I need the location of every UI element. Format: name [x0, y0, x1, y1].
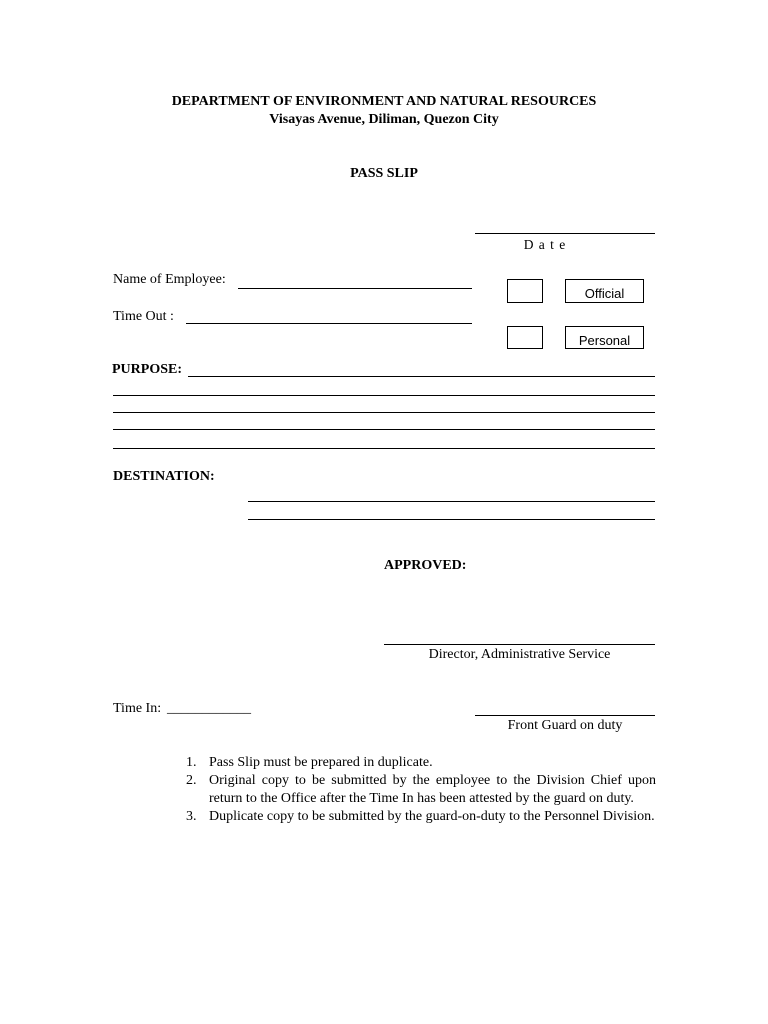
approved-label: APPROVED: — [384, 558, 467, 573]
instruction-text: Pass Slip must be prepared in duplicate. — [209, 755, 433, 770]
employee-name-field[interactable] — [238, 288, 472, 289]
instruction-item — [186, 754, 656, 772]
organization-name: DEPARTMENT OF ENVIRONMENT AND NATURAL RESOURCES — [171, 94, 597, 109]
director-label: Director, Administrative Service — [428, 647, 611, 662]
official-checkbox[interactable] — [507, 279, 543, 303]
instruction-number: 3. — [186, 809, 197, 824]
instruction-text: Duplicate copy to be submitted by the guard-on-duty to the Personnel Division. — [209, 809, 655, 824]
instruction-item — [186, 772, 656, 808]
purpose-line-4[interactable] — [113, 429, 655, 430]
personal-checkbox[interactable] — [507, 326, 543, 349]
purpose-line-5[interactable] — [113, 448, 655, 449]
destination-label: DESTINATION: — [113, 469, 215, 484]
instruction-number: 1. — [186, 755, 197, 770]
date-line[interactable] — [475, 233, 655, 234]
form-title: PASS SLIP — [350, 166, 418, 181]
purpose-line-3[interactable] — [113, 412, 655, 413]
time-out-label: Time Out : — [113, 309, 174, 324]
guard-signature-line[interactable] — [475, 715, 655, 716]
personal-label: Personal — [565, 326, 644, 349]
destination-line-1[interactable] — [248, 501, 655, 502]
purpose-line-2[interactable] — [113, 395, 655, 396]
instruction-number: 2. — [186, 773, 197, 788]
organization-address: Visayas Avenue, Diliman, Quezon City — [269, 112, 499, 127]
destination-line-2[interactable] — [248, 519, 655, 520]
purpose-label: PURPOSE: — [112, 362, 182, 377]
official-label: Official — [565, 279, 644, 303]
purpose-line-1[interactable] — [188, 376, 655, 377]
instruction-text: Original copy to be submitted by the employee to the Division Chief upon return to the Office after the Time In has been attested by the guard on duty. — [209, 773, 656, 806]
time-in-field[interactable]: ____________ — [167, 701, 251, 716]
date-label: D a t e — [523, 237, 567, 252]
director-signature-line[interactable] — [384, 644, 655, 645]
instructions-list — [186, 754, 656, 826]
employee-name-label: Name of Employee: — [113, 272, 226, 287]
time-in-label: Time In: — [113, 701, 162, 716]
guard-label: Front Guard on duty — [507, 718, 623, 733]
time-out-field[interactable] — [186, 323, 472, 324]
instruction-item — [186, 808, 656, 826]
